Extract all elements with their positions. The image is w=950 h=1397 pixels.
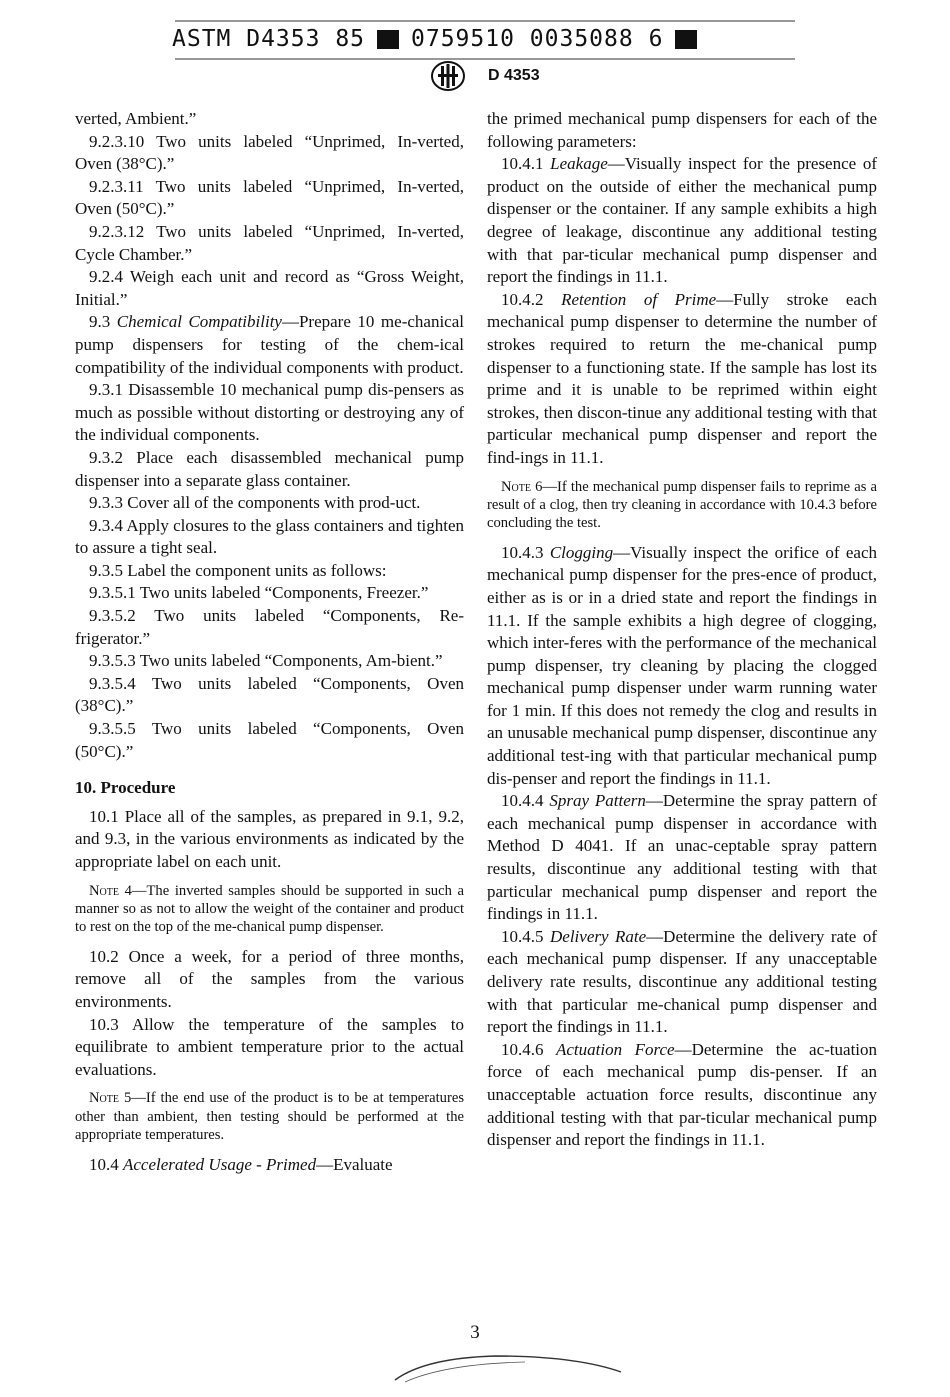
numbered-paragraph: [75, 806, 464, 874]
paragraph-number: 9.3.5.1: [89, 583, 136, 603]
scan-swoosh-mark: [385, 1350, 625, 1390]
numbered-paragraph: [75, 515, 464, 560]
paragraph-number: 10.4.5: [501, 926, 544, 946]
paragraph-text: Once a week, for a period of three months, remove all of the samples from the various environments.: [75, 946, 465, 1011]
paragraph-number: 10.4.4: [501, 791, 544, 811]
paragraph-title: Actuation Force: [556, 1039, 675, 1059]
numbered-paragraph: [75, 946, 464, 1014]
paragraph-text: Determine the delivery rate of each mechanical pump dispenser. If any unacceptable delivery rate results, discontinue any additional testing with that particular me-chanical pump dispenser and report the findings in 11.1.: [487, 926, 877, 1037]
paragraph-text: Two units labeled “Components, Oven (38°C).”: [75, 673, 464, 716]
header-code-part-1: ASTM D4353 85: [172, 26, 366, 52]
paragraph-number: 9.3.5.3: [89, 651, 136, 671]
section-heading: [75, 777, 464, 800]
note-label: Note 5: [89, 1090, 132, 1107]
paragraph-text: Visually inspect the orifice of each mechanical pump dispenser for the pres-ence of product, either as is or in a dried state and report the findings in 11.1. If the sample exhibits a high degree of clogging, which inter-feres with the performance of the mechanical pump dispenser, try cleaning by placing the clogged mechanical pump dispenser under warm running water for 1 min. If this does not remedy the clog and results in an unusable mechanical pump dispenser, discontinue any additional test-ing with that particular mechanical pump dis-penser and report the findings in 11.1.: [487, 542, 878, 788]
numbered-paragraph: [75, 605, 464, 650]
paragraph-title: Leakage: [550, 154, 608, 174]
paragraph-text: Evaluate: [333, 1154, 393, 1174]
page-number: 3: [470, 1322, 480, 1343]
standard-designation: [430, 60, 540, 92]
section-title: Procedure: [100, 778, 176, 798]
paragraph-number: 9.2.4: [89, 267, 123, 287]
paragraph-continuation: [487, 108, 877, 153]
note: Note 5—If the end use of the product is to be at temperatures other than ambient, then testing should be performed at the appropriate temperatures.: [75, 1090, 464, 1144]
header-block-mark-end: [675, 30, 697, 49]
paragraph-text: Apply closures to the glass containers and tighten to assure a tight seal.: [75, 515, 464, 558]
paragraph-number: 10.4.6: [501, 1039, 544, 1059]
paragraph-text: Two units labeled “Components, Freezer.”: [139, 583, 429, 603]
numbered-paragraph: [75, 650, 464, 673]
paragraph-number: 10.3: [89, 1014, 119, 1034]
paragraph-text: Two units labeled “Components, Oven (50°C).”: [75, 719, 464, 761]
paragraph-number: 9.3: [89, 312, 111, 332]
numbered-paragraph: 10.4.3 Clogging—Visually inspect the orifice of each mechanical pump dispenser for the pres-ence of product, either as is or in a dried state and report the findings in 11.1. If the sample exhibits a high degree of clogging, which inter-feres with the performance of the mechanical pump dispenser, try cleaning by placing the clogged mechanical pump dispenser under warm running water for 1 min. If this does not remedy the clog and results in an unusable mechanical pump dispenser, discontinue any additional test-ing with that particular mechanical pump dis-penser and report the findings in 11.1.: [487, 542, 878, 788]
paragraph-number: 9.3.4: [89, 515, 123, 535]
paragraph-text: Label the component units as follows:: [127, 560, 387, 580]
paragraph-text: the primed mechanical pump dispensers for each of the following parameters:: [487, 109, 877, 151]
paragraph-continuation: [75, 108, 464, 131]
paragraph-number: 9.3.3: [89, 493, 123, 513]
header-block-mark: [377, 30, 399, 49]
note-text: If the mechanical pump dispenser fails to reprime as a result of a clog, then try cleaning in accordance with 10.4.3 before concluding the test.: [487, 478, 877, 532]
paragraph-text: Two units labeled “Components, Re-frigerator.”: [75, 606, 464, 648]
paragraph-title: Chemical Compatibility: [116, 312, 282, 332]
numbered-paragraph: [75, 582, 464, 605]
note-text: If the end use of the product is to be at temperatures other than ambient, then testing should be performed at the appropriate temperatures.: [75, 1090, 464, 1144]
note: Note 4—The inverted samples should be supported in such a manner so as not to allow the weight of the container and product to rest on the top of the me-chanical pump dispenser.: [75, 882, 464, 936]
paragraph-text: Fully stroke each mechanical pump dispenser to determine the number of strokes required to return the me-chanical pump dispenser to a functioning state. If the sample has lost its prime and it is unable to be reprimed within eight strokes, then discon-tinue any additional testing with that particular mechanical pump dispenser and report the find-ings in 11.1.: [487, 289, 877, 467]
standard-number: D 4353: [488, 67, 540, 84]
paragraph-number: 9.3.1: [89, 380, 123, 400]
scan-line-top: [175, 20, 795, 22]
paragraph-title: Spray Pattern: [549, 791, 646, 811]
numbered-paragraph: [75, 131, 464, 176]
note-label: Note 4: [89, 882, 132, 899]
note: Note 6—If the mechanical pump dispenser fails to reprime as a result of a clog, then try cleaning in accordance with 10.4.3 before concluding the test.: [487, 478, 877, 532]
paragraph-text: Disassemble 10 mechanical pump dis-pensers as much as possible without distorting or destroying any of the individual components.: [75, 380, 464, 445]
numbered-paragraph: [75, 221, 464, 266]
document-code-header: [172, 26, 812, 52]
note-text: The inverted samples should be supported in such a manner so as not to allow the weight of the container and product to rest on the top of the me-chanical pump dispenser.: [75, 882, 464, 936]
paragraph-number: 9.3.2: [89, 447, 123, 467]
paragraph-number: 9.2.3.12: [89, 221, 145, 241]
paragraph-title: Retention of Prime: [561, 289, 717, 309]
numbered-paragraph: 10.4.1 Leakage—Visually inspect for the presence of product on the outside of either the mechanical pump dispenser or the container. If any sample exhibits a high degree of leakage, discontinue any additional testing with that par-ticular mechanical pump dispenser and report the findings in 11.1.: [487, 154, 878, 287]
paragraph-number: 10.1: [89, 806, 119, 826]
paragraph-number: 10.4.2: [501, 289, 544, 309]
numbered-paragraph: [75, 447, 464, 492]
numbered-paragraph: [75, 673, 464, 718]
paragraph-text: Determine the spray pattern of each mechanical pump dispenser in accordance with Method D 4041. If an unac-ceptable spray pattern results, discontinue any additional testing with that particular mechanical pump dispenser and report the findings in 11.1.: [487, 791, 877, 924]
paragraph-text: Determine the ac-tuation force of each mechanical pump dis-penser. If an unacceptable actuation force results, discontinue any additional testing with that par-ticular mechanical pump dispenser and report the findings in 11.1.: [487, 1039, 878, 1150]
numbered-paragraph: [75, 379, 464, 447]
paragraph-title: Accelerated Usage - Primed: [123, 1154, 317, 1174]
paragraph-text: Place each disassembled mechanical pump dispenser into a separate glass container.: [75, 447, 465, 490]
paragraph-text: Allow the temperature of the samples to equilibrate to ambient temperature prior to the actual evaluations.: [75, 1014, 464, 1079]
paragraph-text: Two units labeled “Unprimed, In-verted, Oven (50°C).”: [75, 176, 464, 219]
paragraph-text: Two units labeled “Unprimed, In-verted, Cycle Chamber.”: [75, 221, 464, 264]
paragraph-number: 10.4: [89, 1154, 119, 1174]
header-code-part-2: 0759510 0035088 6: [411, 26, 664, 52]
paragraph-text: Two units labeled “Unprimed, In-verted, Oven (38°C).”: [75, 131, 464, 174]
left-column: [75, 108, 464, 1176]
paragraph-number: 9.3.5: [89, 560, 123, 580]
paragraph-number: 10.2: [89, 946, 119, 966]
paragraph-number: 10.4.3: [501, 542, 544, 562]
paragraph-text: Prepare 10 me-chanical pump dispensers for testing of the chem-ical compatibility of the individual components with product.: [75, 312, 464, 377]
paragraph-text: Visually inspect for the presence of product on the outside of either the mechanical pump dispenser or the container. If any sample exhibits a high degree of leakage, discontinue any additional testing with that par-ticular mechanical pump dispenser and report the findings in 11.1.: [487, 154, 878, 287]
numbered-paragraph: 9.3 Chemical Compatibility—Prepare 10 me-chanical pump dispensers for testing of the chem-ical compatibility of the individual components with product.: [75, 312, 464, 377]
paragraph-text: Weigh each unit and record as “Gross Weight, Initial.”: [75, 267, 464, 309]
section-number: 10.: [75, 778, 97, 798]
numbered-paragraph: [75, 176, 464, 221]
astm-logo-icon: [430, 60, 466, 92]
paragraph-text: verted, Ambient.”: [75, 109, 197, 128]
note-label: Note 6: [501, 478, 543, 495]
numbered-paragraph: [75, 1014, 464, 1082]
numbered-paragraph: [75, 266, 464, 311]
paragraph-text: Two units labeled “Components, Am-bient.”: [139, 651, 443, 671]
numbered-paragraph: [75, 718, 464, 763]
numbered-paragraph: 10.4.2 Retention of Prime—Fully stroke each mechanical pump dispenser to determine the number of strokes required to return the me-chanical pump dispenser to a functioning state. If the sample has lost its prime and it is unable to be reprimed within eight strokes, then discon-tinue any additional testing with that particular mechanical pump dispenser and report the find-ings in 11.1.: [487, 289, 877, 467]
paragraph-text: Place all of the samples, as prepared in 9.1, 9.2, and 9.3, in the various environments as indicated by the appropriate label on each unit.: [75, 806, 464, 871]
paragraph-number: 10.4.1: [501, 154, 544, 174]
paragraph-number: 9.3.5.5: [89, 719, 136, 739]
paragraph-text: Cover all of the components with prod-uct.: [127, 493, 421, 513]
numbered-paragraph: 10.4.6 Actuation Force—Determine the ac-tuation force of each mechanical pump dis-penser. If an unacceptable actuation force results, discontinue any additional testing with that par-ticular mechanical pump dispenser and report the findings in 11.1.: [487, 1039, 878, 1150]
paragraph-number: 9.3.5.4: [89, 673, 136, 693]
paragraph-title: Clogging: [549, 542, 614, 562]
paragraph-title: Delivery Rate: [550, 926, 647, 946]
numbered-paragraph: 10.4.4 Spray Pattern—Determine the spray pattern of each mechanical pump dispenser in accordance with Method D 4041. If an unac-ceptable spray pattern results, discontinue any additional testing with that particular mechanical pump dispenser and report the findings in 11.1.: [487, 791, 877, 924]
paragraph-number: 9.3.5.2: [89, 606, 136, 626]
numbered-paragraph: 10.4 Accelerated Usage - Primed—Evaluate: [89, 1154, 393, 1174]
paragraph-number: 9.2.3.10: [89, 131, 145, 151]
numbered-paragraph: [75, 492, 464, 515]
paragraph-number: 9.2.3.11: [89, 176, 144, 196]
numbered-paragraph: 10.4.5 Delivery Rate—Determine the delivery rate of each mechanical pump dispenser. If any unacceptable delivery rate results, discontinue any additional testing with that particular me-chanical pump dispenser and report the findings in 11.1.: [487, 926, 877, 1037]
right-column: [487, 108, 877, 1152]
numbered-paragraph: [75, 560, 464, 583]
